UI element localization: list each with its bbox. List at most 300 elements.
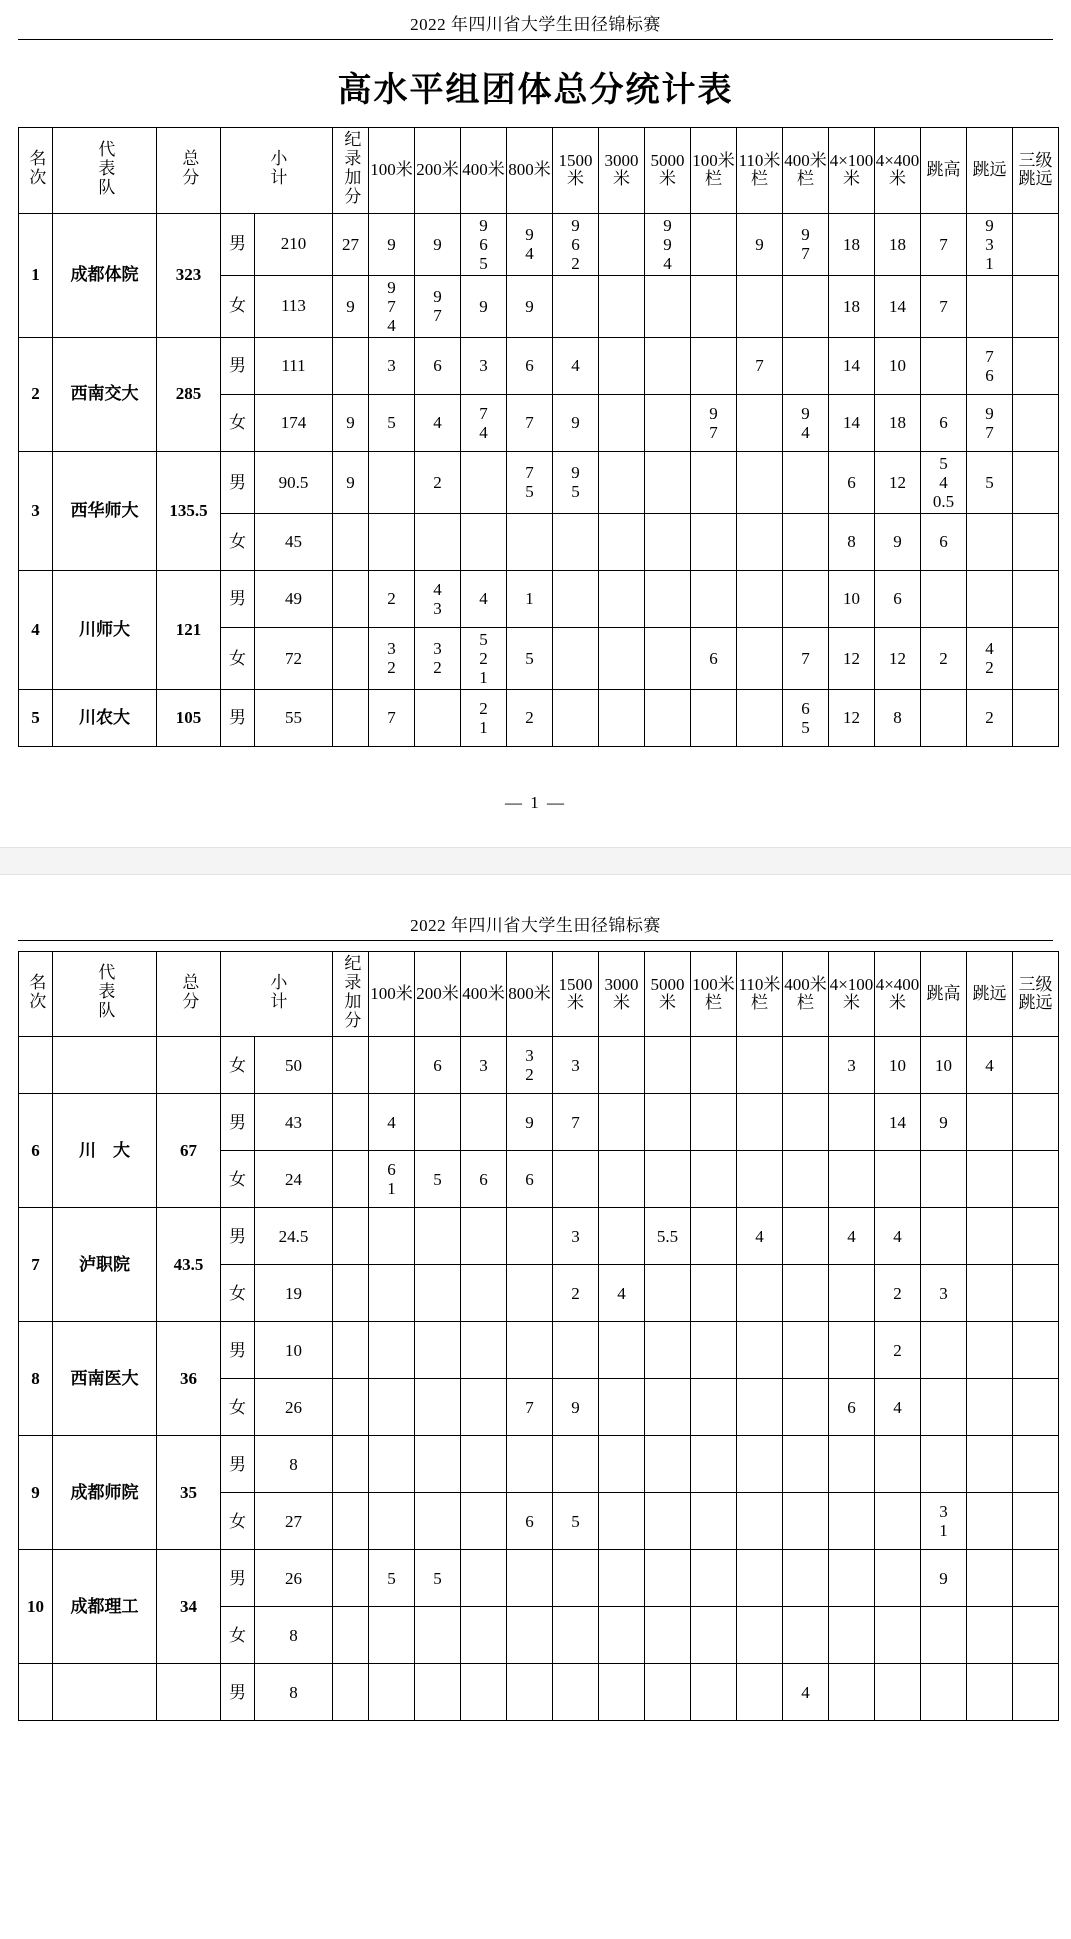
cell-rank: 3 xyxy=(19,451,53,570)
cell-event-12: 5 4 0.5 xyxy=(921,451,967,513)
cell-gender: 男 xyxy=(221,213,255,275)
cell-event-0: 5 xyxy=(369,1550,415,1607)
cell-event-12 xyxy=(921,1322,967,1379)
cell-event-9: 9 4 xyxy=(783,394,829,451)
cell-event-3 xyxy=(507,1664,553,1721)
cell-event-8: 7 xyxy=(737,337,783,394)
cell-event-6 xyxy=(645,689,691,746)
running-head: 2022 年四川省大学生田径锦标赛 xyxy=(410,15,661,34)
cell-event-5 xyxy=(599,1550,645,1607)
cell-event-2 xyxy=(461,1322,507,1379)
cell-event-14 xyxy=(1013,1208,1059,1265)
cell-record-bonus xyxy=(333,1322,369,1379)
cell-event-5 xyxy=(599,1493,645,1550)
cell-event-10: 4 xyxy=(829,1208,875,1265)
cell-event-1 xyxy=(415,1094,461,1151)
cell-event-9 xyxy=(783,451,829,513)
cell-event-0 xyxy=(369,451,415,513)
cell-event-4 xyxy=(553,1436,599,1493)
cell-total: 121 xyxy=(157,570,221,689)
cell-event-7: 6 xyxy=(691,627,737,689)
page-title: 高水平组团体总分统计表 xyxy=(337,72,734,109)
col-event-1500m: 1500米 xyxy=(553,951,599,1037)
cell-event-8 xyxy=(737,1037,783,1094)
cell-event-2 xyxy=(461,513,507,570)
col-total: 总分 xyxy=(157,128,221,214)
cell-rank: 2 xyxy=(19,337,53,451)
col-event-longjump: 跳远 xyxy=(967,951,1013,1037)
cell-event-10 xyxy=(829,1265,875,1322)
cell-event-2: 9 6 5 xyxy=(461,213,507,275)
cell-total: 43.5 xyxy=(157,1208,221,1322)
cell-event-3: 5 xyxy=(507,627,553,689)
cell-event-8 xyxy=(737,394,783,451)
col-rank: 名次 xyxy=(19,951,53,1037)
cell-event-8 xyxy=(737,1550,783,1607)
cell-event-12 xyxy=(921,570,967,627)
cell-record-bonus xyxy=(333,513,369,570)
cell-event-10: 18 xyxy=(829,213,875,275)
cell-record-bonus xyxy=(333,1436,369,1493)
cell-record-bonus xyxy=(333,1094,369,1151)
col-total: 总分 xyxy=(157,951,221,1037)
cell-rank: 1 xyxy=(19,213,53,337)
cell-event-3 xyxy=(507,1550,553,1607)
cell-event-0 xyxy=(369,1493,415,1550)
score-table-page-2 xyxy=(18,951,1059,1722)
cell-event-6 xyxy=(645,1664,691,1721)
cell-gender: 女 xyxy=(221,1493,255,1550)
cell-event-3 xyxy=(507,1322,553,1379)
cell-event-4 xyxy=(553,1151,599,1208)
cell-rank xyxy=(19,1664,53,1721)
cell-subtotal: 43 xyxy=(255,1094,333,1151)
col-event-200m: 200米 xyxy=(415,951,461,1037)
table-row xyxy=(19,1664,1059,1721)
cell-event-10: 6 xyxy=(829,1379,875,1436)
cell-event-9 xyxy=(783,1151,829,1208)
cell-event-5 xyxy=(599,689,645,746)
cell-event-13 xyxy=(967,275,1013,337)
cell-event-2 xyxy=(461,1208,507,1265)
cell-event-2: 2 1 xyxy=(461,689,507,746)
cell-subtotal: 26 xyxy=(255,1379,333,1436)
cell-event-6 xyxy=(645,394,691,451)
cell-event-11 xyxy=(875,1550,921,1607)
cell-team: 成都理工 xyxy=(53,1550,157,1664)
cell-event-6 xyxy=(645,1037,691,1094)
cell-event-8 xyxy=(737,275,783,337)
cell-rank: 5 xyxy=(19,689,53,746)
cell-total: 135.5 xyxy=(157,451,221,570)
cell-event-5 xyxy=(599,513,645,570)
cell-subtotal: 113 xyxy=(255,275,333,337)
cell-event-2: 3 xyxy=(461,1037,507,1094)
cell-event-3 xyxy=(507,1208,553,1265)
col-event-highjump: 跳高 xyxy=(921,128,967,214)
col-event-100m: 100米 xyxy=(369,951,415,1037)
cell-subtotal: 10 xyxy=(255,1322,333,1379)
cell-event-7 xyxy=(691,689,737,746)
cell-event-8 xyxy=(737,1436,783,1493)
cell-event-9 xyxy=(783,1094,829,1151)
cell-event-1: 2 xyxy=(415,451,461,513)
cell-event-3 xyxy=(507,1436,553,1493)
cell-event-1 xyxy=(415,689,461,746)
cell-event-12: 7 xyxy=(921,213,967,275)
cell-team: 川师大 xyxy=(53,570,157,689)
cell-total: 35 xyxy=(157,1436,221,1550)
cell-event-1: 5 xyxy=(415,1550,461,1607)
cell-event-8 xyxy=(737,689,783,746)
cell-event-2: 7 4 xyxy=(461,394,507,451)
score-table-page-1 xyxy=(18,127,1059,747)
cell-record-bonus xyxy=(333,337,369,394)
cell-event-5 xyxy=(599,1208,645,1265)
cell-event-10: 12 xyxy=(829,689,875,746)
col-event-1500m: 1500米 xyxy=(553,128,599,214)
cell-event-13 xyxy=(967,1322,1013,1379)
cell-event-9 xyxy=(783,1436,829,1493)
col-event-3000m: 3000米 xyxy=(599,951,645,1037)
table-body-page-1 xyxy=(19,213,1059,746)
cell-event-12: 9 xyxy=(921,1094,967,1151)
cell-event-11: 12 xyxy=(875,451,921,513)
col-rank: 名次 xyxy=(19,128,53,214)
cell-event-2 xyxy=(461,1607,507,1664)
cell-event-0 xyxy=(369,1322,415,1379)
cell-record-bonus xyxy=(333,689,369,746)
cell-record-bonus xyxy=(333,1664,369,1721)
cell-event-10 xyxy=(829,1436,875,1493)
cell-event-14 xyxy=(1013,1493,1059,1550)
cell-event-14 xyxy=(1013,213,1059,275)
col-event-4x100m: 4×100米 xyxy=(829,128,875,214)
cell-event-12 xyxy=(921,1436,967,1493)
cell-event-10: 18 xyxy=(829,275,875,337)
cell-event-13 xyxy=(967,1208,1013,1265)
cell-event-14 xyxy=(1013,1037,1059,1094)
document-page-2 xyxy=(0,875,1071,1722)
cell-event-10 xyxy=(829,1550,875,1607)
cell-event-10 xyxy=(829,1094,875,1151)
cell-event-3: 9 xyxy=(507,275,553,337)
cell-event-0: 3 2 xyxy=(369,627,415,689)
cell-event-11: 12 xyxy=(875,627,921,689)
cell-event-0 xyxy=(369,1436,415,1493)
cell-gender: 女 xyxy=(221,513,255,570)
cell-event-5 xyxy=(599,394,645,451)
cell-event-7 xyxy=(691,1664,737,1721)
cell-event-10 xyxy=(829,1607,875,1664)
cell-gender: 女 xyxy=(221,1379,255,1436)
cell-team: 西南医大 xyxy=(53,1322,157,1436)
cell-event-5 xyxy=(599,1322,645,1379)
cell-event-1 xyxy=(415,1436,461,1493)
cell-event-9 xyxy=(783,513,829,570)
cell-event-11 xyxy=(875,1493,921,1550)
col-event-100mh: 100米栏 xyxy=(691,128,737,214)
cell-event-12: 10 xyxy=(921,1037,967,1094)
cell-event-4 xyxy=(553,513,599,570)
cell-event-0: 5 xyxy=(369,394,415,451)
cell-event-4 xyxy=(553,627,599,689)
cell-event-7 xyxy=(691,1265,737,1322)
cell-team: 成都师院 xyxy=(53,1436,157,1550)
cell-event-13 xyxy=(967,1265,1013,1322)
cell-event-1: 6 xyxy=(415,1037,461,1094)
page2-top-spacer xyxy=(0,875,1071,901)
cell-rank: 10 xyxy=(19,1550,53,1664)
cell-event-7 xyxy=(691,1094,737,1151)
col-event-100mh: 100米栏 xyxy=(691,951,737,1037)
cell-event-3: 3 2 xyxy=(507,1037,553,1094)
cell-event-0 xyxy=(369,1664,415,1721)
cell-event-12: 6 xyxy=(921,513,967,570)
cell-event-11: 2 xyxy=(875,1322,921,1379)
cell-event-0 xyxy=(369,1607,415,1664)
cell-event-5 xyxy=(599,213,645,275)
cell-subtotal: 26 xyxy=(255,1550,333,1607)
cell-event-6: 5.5 xyxy=(645,1208,691,1265)
table-row xyxy=(19,213,1059,275)
cell-event-5 xyxy=(599,1607,645,1664)
cell-event-3: 9 xyxy=(507,1094,553,1151)
cell-team: 川农大 xyxy=(53,689,157,746)
cell-event-12: 3 1 xyxy=(921,1493,967,1550)
cell-event-14 xyxy=(1013,1607,1059,1664)
cell-event-9 xyxy=(783,1265,829,1322)
cell-rank: 4 xyxy=(19,570,53,689)
cell-gender: 女 xyxy=(221,1151,255,1208)
cell-event-11: 8 xyxy=(875,689,921,746)
cell-event-1 xyxy=(415,1265,461,1322)
table-row xyxy=(19,1208,1059,1265)
table-row xyxy=(19,1550,1059,1607)
cell-event-2: 6 xyxy=(461,1151,507,1208)
cell-event-14 xyxy=(1013,1379,1059,1436)
col-event-3000m: 3000米 xyxy=(599,128,645,214)
cell-event-7 xyxy=(691,451,737,513)
cell-event-14 xyxy=(1013,689,1059,746)
col-event-100m: 100米 xyxy=(369,128,415,214)
cell-event-4: 5 xyxy=(553,1493,599,1550)
cell-event-13: 9 3 1 xyxy=(967,213,1013,275)
table-row xyxy=(19,451,1059,513)
cell-event-8 xyxy=(737,1265,783,1322)
cell-event-5 xyxy=(599,1094,645,1151)
cell-event-1: 3 2 xyxy=(415,627,461,689)
cell-event-1: 9 xyxy=(415,213,461,275)
cell-event-0 xyxy=(369,513,415,570)
cell-record-bonus xyxy=(333,1550,369,1607)
cell-event-6 xyxy=(645,627,691,689)
cell-subtotal: 174 xyxy=(255,394,333,451)
cell-event-13 xyxy=(967,513,1013,570)
col-event-400m: 400米 xyxy=(461,951,507,1037)
cell-event-6 xyxy=(645,570,691,627)
cell-event-8 xyxy=(737,1322,783,1379)
cell-event-13: 2 xyxy=(967,689,1013,746)
cell-event-13 xyxy=(967,1607,1013,1664)
header-divider xyxy=(18,39,1053,40)
cell-subtotal: 45 xyxy=(255,513,333,570)
cell-gender: 男 xyxy=(221,1664,255,1721)
cell-event-6 xyxy=(645,1094,691,1151)
cell-record-bonus: 9 xyxy=(333,275,369,337)
cell-event-6 xyxy=(645,1550,691,1607)
col-event-4x400m: 4×400米 xyxy=(875,128,921,214)
col-event-highjump: 跳高 xyxy=(921,951,967,1037)
col-event-triplejump: 三级跳远 xyxy=(1013,128,1059,214)
cell-event-7 xyxy=(691,1436,737,1493)
cell-subtotal: 8 xyxy=(255,1664,333,1721)
cell-event-3: 7 5 xyxy=(507,451,553,513)
cell-event-13 xyxy=(967,1664,1013,1721)
cell-event-12 xyxy=(921,1379,967,1436)
document-page-1 xyxy=(0,0,1071,833)
cell-event-13 xyxy=(967,1493,1013,1550)
cell-event-11: 14 xyxy=(875,275,921,337)
cell-event-8: 9 xyxy=(737,213,783,275)
col-event-triplejump: 三级跳远 xyxy=(1013,951,1059,1037)
cell-event-4 xyxy=(553,1550,599,1607)
cell-event-14 xyxy=(1013,394,1059,451)
cell-event-2 xyxy=(461,1493,507,1550)
cell-event-11: 2 xyxy=(875,1265,921,1322)
cell-event-6: 9 9 4 xyxy=(645,213,691,275)
cell-event-12: 2 xyxy=(921,627,967,689)
cell-rank: 7 xyxy=(19,1208,53,1322)
cell-event-5 xyxy=(599,451,645,513)
col-subtotal: 小计 xyxy=(221,128,333,214)
cell-subtotal: 50 xyxy=(255,1037,333,1094)
cell-rank xyxy=(19,1037,53,1094)
cell-event-4: 2 xyxy=(553,1265,599,1322)
col-event-5000m: 5000米 xyxy=(645,951,691,1037)
cell-gender: 男 xyxy=(221,1550,255,1607)
cell-event-2: 4 xyxy=(461,570,507,627)
cell-total: 285 xyxy=(157,337,221,451)
cell-subtotal: 27 xyxy=(255,1493,333,1550)
cell-event-6 xyxy=(645,1322,691,1379)
cell-event-2: 9 xyxy=(461,275,507,337)
cell-event-11: 14 xyxy=(875,1094,921,1151)
cell-event-9 xyxy=(783,1607,829,1664)
cell-event-11: 10 xyxy=(875,337,921,394)
cell-event-11: 18 xyxy=(875,213,921,275)
cell-event-13: 9 7 xyxy=(967,394,1013,451)
cell-subtotal: 8 xyxy=(255,1607,333,1664)
cell-event-12 xyxy=(921,1208,967,1265)
cell-event-4: 9 6 2 xyxy=(553,213,599,275)
cell-subtotal: 90.5 xyxy=(255,451,333,513)
cell-event-9: 6 5 xyxy=(783,689,829,746)
cell-event-3 xyxy=(507,1607,553,1664)
cell-event-2 xyxy=(461,1664,507,1721)
cell-event-8 xyxy=(737,1493,783,1550)
cell-event-11: 4 xyxy=(875,1208,921,1265)
cell-event-3 xyxy=(507,513,553,570)
col-event-110mh: 110米栏 xyxy=(737,951,783,1037)
cell-event-4: 9 5 xyxy=(553,451,599,513)
cell-team: 西南交大 xyxy=(53,337,157,451)
col-event-4x400m: 4×400米 xyxy=(875,951,921,1037)
cell-event-12 xyxy=(921,1664,967,1721)
cell-gender: 男 xyxy=(221,337,255,394)
cell-total xyxy=(157,1037,221,1094)
cell-event-12: 6 xyxy=(921,394,967,451)
cell-subtotal: 49 xyxy=(255,570,333,627)
cell-record-bonus xyxy=(333,1379,369,1436)
cell-event-4: 4 xyxy=(553,337,599,394)
table-body-page-2 xyxy=(19,1037,1059,1721)
cell-event-8 xyxy=(737,1379,783,1436)
cell-event-0: 4 xyxy=(369,1094,415,1151)
cell-gender: 女 xyxy=(221,275,255,337)
cell-event-10: 14 xyxy=(829,337,875,394)
col-event-400m: 400米 xyxy=(461,128,507,214)
cell-event-7 xyxy=(691,1322,737,1379)
cell-record-bonus: 27 xyxy=(333,213,369,275)
cell-event-5 xyxy=(599,337,645,394)
cell-event-5 xyxy=(599,627,645,689)
cell-event-2 xyxy=(461,1436,507,1493)
cell-total: 323 xyxy=(157,213,221,337)
cell-event-7 xyxy=(691,570,737,627)
cell-event-7 xyxy=(691,1379,737,1436)
cell-event-7 xyxy=(691,1151,737,1208)
cell-event-4: 9 xyxy=(553,394,599,451)
cell-event-4: 7 xyxy=(553,1094,599,1151)
cell-event-12 xyxy=(921,1607,967,1664)
table-row xyxy=(19,570,1059,627)
cell-event-14 xyxy=(1013,1550,1059,1607)
cell-event-3: 9 4 xyxy=(507,213,553,275)
cell-event-10 xyxy=(829,1664,875,1721)
cell-record-bonus xyxy=(333,1037,369,1094)
cell-event-0: 7 xyxy=(369,689,415,746)
col-subtotal: 小计 xyxy=(221,951,333,1037)
cell-event-0 xyxy=(369,1037,415,1094)
col-event-5000m: 5000米 xyxy=(645,128,691,214)
cell-event-3: 2 xyxy=(507,689,553,746)
cell-event-11 xyxy=(875,1664,921,1721)
cell-event-6 xyxy=(645,1607,691,1664)
cell-event-0: 9 xyxy=(369,213,415,275)
cell-event-9 xyxy=(783,1379,829,1436)
cell-event-13 xyxy=(967,570,1013,627)
cell-subtotal: 19 xyxy=(255,1265,333,1322)
cell-event-10 xyxy=(829,1322,875,1379)
cell-event-8 xyxy=(737,1151,783,1208)
cell-event-8 xyxy=(737,570,783,627)
col-team: 代表队 xyxy=(53,951,157,1037)
cell-subtotal: 55 xyxy=(255,689,333,746)
cell-team: 成都体院 xyxy=(53,213,157,337)
cell-event-10 xyxy=(829,1493,875,1550)
cell-total: 105 xyxy=(157,689,221,746)
cell-event-14 xyxy=(1013,1094,1059,1151)
cell-rank: 8 xyxy=(19,1322,53,1436)
cell-event-1: 4 3 xyxy=(415,570,461,627)
cell-event-11: 4 xyxy=(875,1379,921,1436)
cell-event-11 xyxy=(875,1436,921,1493)
cell-gender: 男 xyxy=(221,1322,255,1379)
cell-event-8 xyxy=(737,1664,783,1721)
cell-event-11: 6 xyxy=(875,570,921,627)
cell-event-0: 9 7 4 xyxy=(369,275,415,337)
